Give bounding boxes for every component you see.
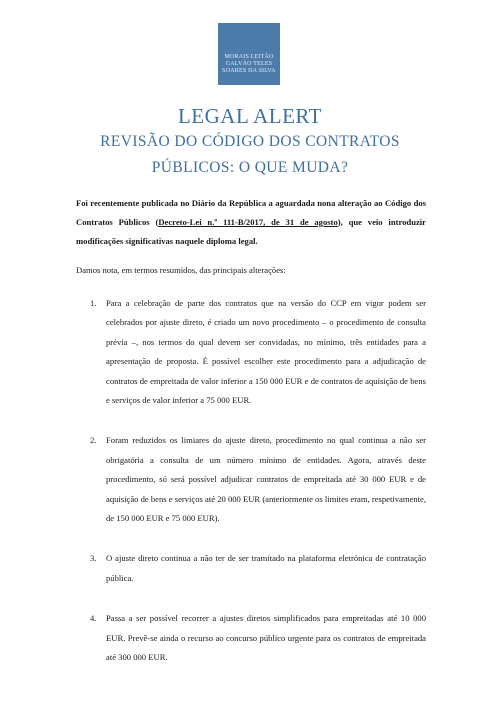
list-item bbox=[76, 609, 426, 667]
intro-text-after: ), que veio introduzir modificações significativas naquele diploma legal. bbox=[76, 217, 426, 246]
logo-line: GALVÃO TELES bbox=[225, 61, 273, 67]
list-item-text: Passa a ser possível recorrer a ajustes diretos simplificados para empreitadas até 10 000 EUR. Prevê-se ainda o recurso ao concurso público urgente para os contratos de empreitada até 300 000 EUR. bbox=[106, 613, 426, 663]
list-item-number: 2. bbox=[90, 435, 97, 446]
list-item-text: Foram reduzidos os limiares do ajuste direto, procedimento no qual continua a não ser obrigatória a consulta de um número mínimo de entidades. Agora, através deste procedimento, só será possível adjudicar contratos de empreitada até 30 000 EUR e de aquisição de bens e serviços até 20 000 EUR (anteriormente os limites eram, respetivamente, de 150 000 EUR e 75 000 EUR). bbox=[106, 435, 427, 524]
changes-list bbox=[76, 294, 426, 668]
logo-line: MORAIS LEITÃO bbox=[224, 54, 274, 60]
list-item bbox=[76, 294, 426, 410]
intro-paragraph bbox=[76, 194, 426, 251]
list-item-text: O ajuste direto continua a não ter de ser tramitado na plataforma eletrónica de contratação pública. bbox=[106, 553, 426, 583]
list-item-number: 3. bbox=[90, 553, 97, 564]
page-title: LEGAL ALERT bbox=[177, 104, 323, 128]
page-subtitle-line-1: REVISÃO DO CÓDIGO DOS CONTRATOS bbox=[100, 133, 400, 150]
page-header bbox=[0, 104, 500, 180]
intro-text-before: Foi recentemente publicada no Diário da República a aguardada nona alteração ao Código dos Contratos Públicos ( bbox=[76, 198, 426, 227]
list-item bbox=[76, 431, 426, 528]
list-item-number: 1. bbox=[90, 298, 97, 308]
decree-reference-link[interactable]: Decreto-Lei n.º 111-B/2017, de 31 de agosto bbox=[158, 217, 338, 227]
firm-logo bbox=[218, 23, 280, 85]
lead-sentence: Damos nota, em termos resumidos, das principais alterações: bbox=[76, 265, 286, 275]
logo-line: SOARES DA SILVA bbox=[222, 68, 276, 74]
list-item bbox=[76, 549, 426, 588]
list-item-text: Para a celebração de parte dos contratos que na versão do CCP em vigor podem ser celebrados por ajuste direto, é criado um novo procedimento – o procedimento de consulta prévia –, nos termos do qual devem ser convidadas, no mínimo, três entidades para a apresentação de proposta. É possível escolher este procedimento para a adjudicação de contratos de empreitada de valor inferior a 150 000 EUR e de contratos de aquisição de bens e serviços de valor inferior a 75 000 EUR. bbox=[106, 298, 426, 406]
page-subtitle-line-2: PÚBLICOS: O QUE MUDA? bbox=[151, 159, 349, 176]
list-item-number: 4. bbox=[90, 613, 97, 624]
